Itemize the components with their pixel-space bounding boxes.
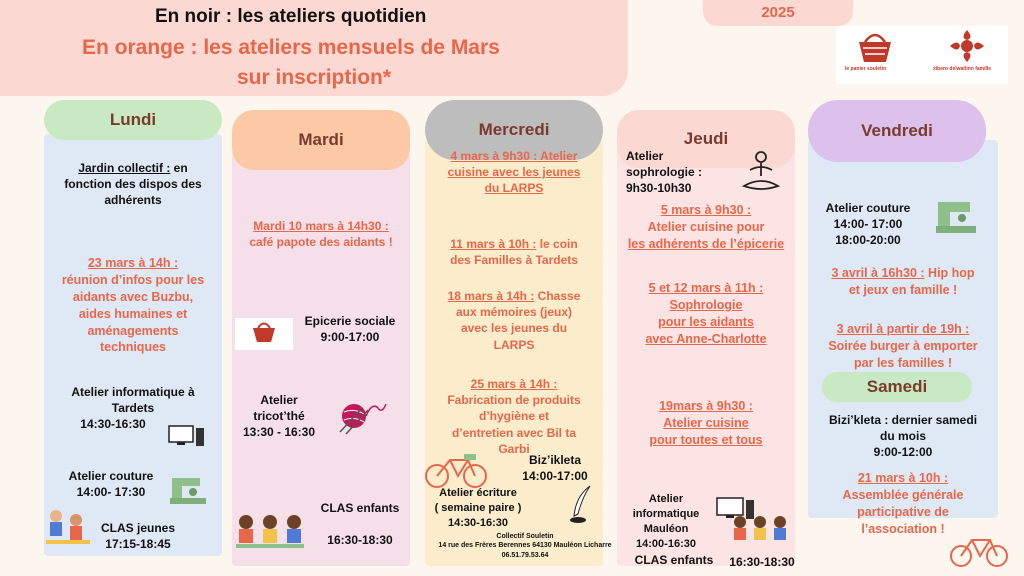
children-icon bbox=[234, 512, 306, 556]
footer-address: Collectif Souletin 14 rue des Frères Berennes 64130 Mauléon Licharre 06.51.79.53.64 bbox=[438, 533, 612, 559]
day-header-lundi: Lundi bbox=[44, 100, 222, 140]
legend-orange-sub: sur inscription* bbox=[237, 66, 392, 89]
children-icon bbox=[730, 514, 790, 548]
lundi-clas: CLAS jeunes 17:15-18:45 bbox=[100, 521, 175, 552]
mardi-cafe: Mardi 10 mars à 14h30 : café papote des aidants ! bbox=[249, 219, 393, 250]
day-header-samedi: Samedi bbox=[822, 372, 972, 402]
mercredi-chasse: 18 mars à 14h : Chasse aux mémoires (jeux) avec les jeunes du LARPS bbox=[447, 289, 581, 352]
jeudi-clas: CLAS enfants bbox=[634, 553, 714, 567]
legend-black: En noir : les ateliers quotidien bbox=[155, 6, 427, 27]
jeudi-sophrologie: Atelier sophrologie : 9h30-10h30 bbox=[626, 149, 702, 196]
sewing-machine-icon bbox=[168, 472, 208, 506]
sewing-machine-icon bbox=[934, 196, 978, 236]
basket-logo-icon bbox=[250, 320, 278, 344]
yarn-icon bbox=[338, 394, 388, 438]
mercredi-ecriture: Atelier écriture ( semaine paire ) 14:30-16:30 bbox=[434, 487, 522, 529]
jeudi-clas-horaire: 16:30-18:30 bbox=[729, 555, 795, 569]
mercredi-bizikleta: Biz’ikleta 14:00-17:00 bbox=[522, 453, 588, 484]
mardi-clas-horaire: 16:30-18:30 bbox=[327, 533, 393, 547]
jeudi-sophrologie-aidants: 5 et 12 mars à 11h : Sophrologie pour les aidants avec Anne-Charlotte bbox=[645, 281, 767, 346]
vendredi-hiphop: 3 avril à 16h30 : Hip hop et jeux en famille ! bbox=[831, 266, 975, 297]
lundi-jardin: Jardin collectif : en fonction des dispos des adhérents bbox=[64, 161, 202, 208]
vendredi-burger: 3 avril à partir de 19h : Soirée burger à emporter par les familles ! bbox=[828, 322, 978, 370]
basket-logo-icon bbox=[855, 30, 895, 64]
jeudi-cuisine-tous: 19mars à 9h30 : Atelier cuisine pour toutes et tous bbox=[649, 399, 763, 447]
mercredi-fabrication: 25 mars à 14h : Fabrication de produits d’hygiène et d’entretien avec Bil ta Garbi bbox=[447, 377, 581, 456]
jeudi-informatique: Atelier informatique Mauléon 14:00-16:30 bbox=[632, 493, 700, 550]
logo-text-panier: le panier souletin bbox=[845, 66, 887, 72]
mercredi-coin-familles: 11 mars à 10h : le coin des Familles à Tardets bbox=[450, 237, 578, 268]
logo-text-famille: xibero delwatlinn famille bbox=[933, 66, 992, 72]
mardi-clas: CLAS enfants bbox=[320, 501, 400, 515]
quill-icon bbox=[566, 484, 596, 524]
vendredi-couture: Atelier couture 14:00- 17:00 18:00-20:00 bbox=[825, 201, 911, 248]
bicycle-icon bbox=[950, 534, 1008, 568]
day-header-mercredi: Mercredi bbox=[425, 100, 603, 160]
year-badge: 2025 bbox=[703, 0, 853, 26]
mardi-tricot: Atelier tricot’thé 13:30 - 16:30 bbox=[242, 393, 316, 440]
day-header-jeudi: Jeudi bbox=[617, 110, 795, 168]
samedi-assemblee: 21 mars à 10h : Assemblée générale participative de l’association ! bbox=[842, 471, 964, 536]
legend-orange: En orange : les ateliers mensuels de Mars bbox=[82, 36, 500, 59]
day-header-mardi: Mardi bbox=[232, 110, 410, 170]
lundi-reunion: 23 mars à 14h : réunion d’infos pour les aidants avec Buzbu, aides humaines et aménagements techniques bbox=[61, 256, 205, 355]
day-header-vendredi: Vendredi bbox=[808, 100, 986, 162]
jeudi-cuisine-adherents: 5 mars à 9h30 : Atelier cuisine pour les adhérents de l’épicerie bbox=[627, 203, 785, 251]
bicycle-icon bbox=[424, 452, 488, 490]
lundi-informatique: Atelier informatique à Tardets 14:30-16:30 bbox=[71, 385, 195, 432]
computer-icon bbox=[168, 424, 206, 448]
mercredi-atelier-cuisine: 4 mars à 9h30 : Atelier cuisine avec les jeunes du LARPS bbox=[447, 149, 581, 196]
mardi-epicerie: Epicerie sociale 9:00-17:00 bbox=[304, 314, 396, 345]
samedi-bizikleta: Bizi’kleta : dernier samedi du mois 9:00-12:00 bbox=[828, 413, 978, 460]
lundi-couture: Atelier couture 14:00- 17:30 bbox=[68, 469, 154, 500]
family-logo-icon bbox=[948, 28, 986, 64]
children-icon bbox=[42, 506, 94, 550]
yoga-icon bbox=[740, 150, 782, 194]
